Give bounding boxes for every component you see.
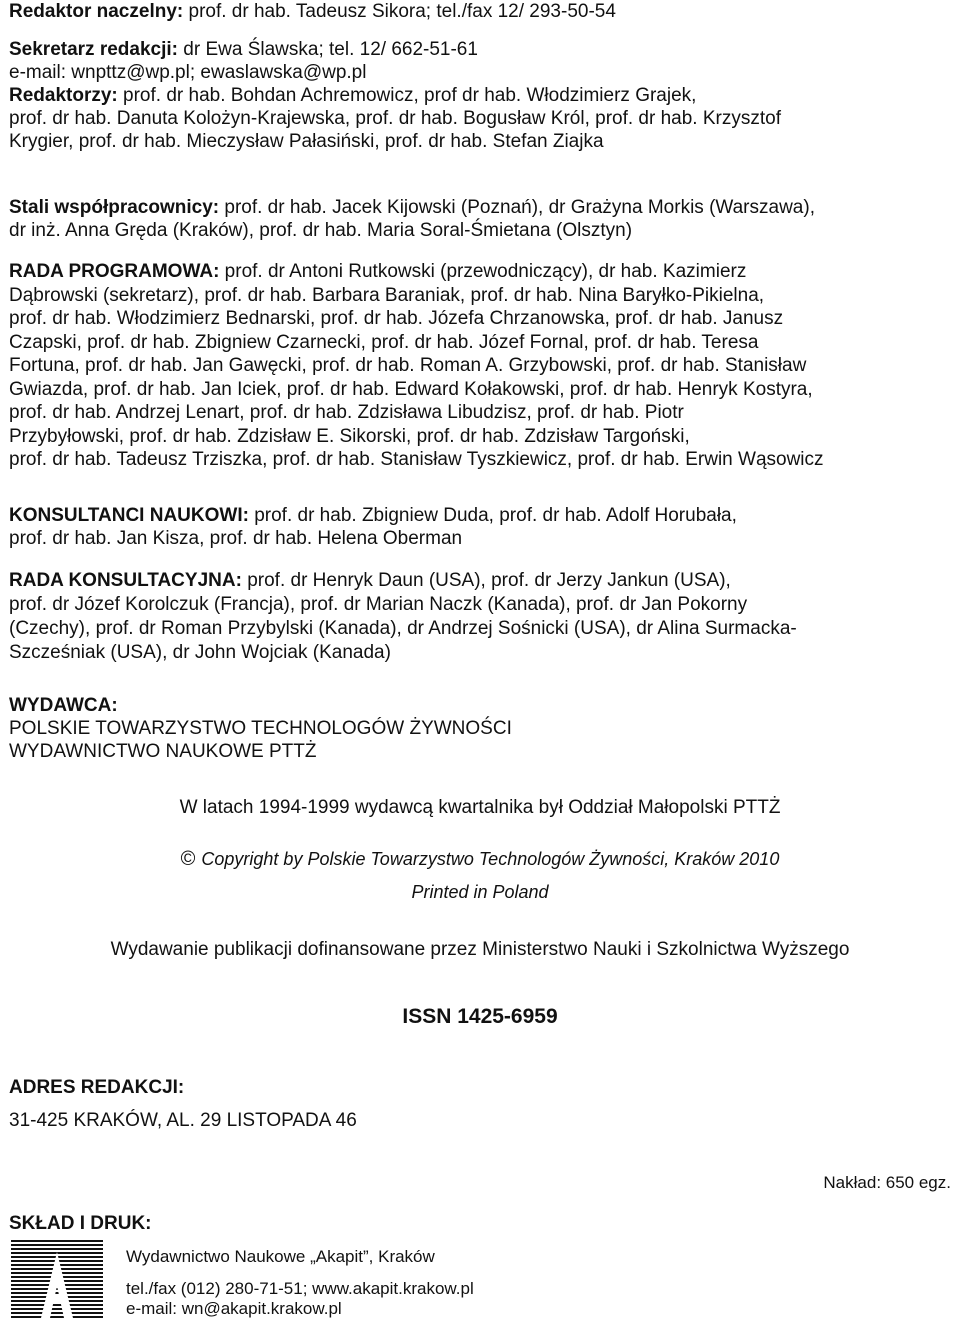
program-board-line: Przybyłowski, prof. dr hab. Zdzisław E. Sikorski, prof. dr hab. Zdzisław Targoński,	[9, 425, 690, 447]
program-board-block	[9, 260, 949, 472]
printed-in: Printed in Poland	[411, 882, 549, 902]
printing-contact: tel./fax (012) 280-71-51; www.akapit.krakow.pl	[126, 1279, 474, 1298]
history-note: W latach 1994-1999 wydawcą kwartalnika był Oddział Małopolski PTTŻ	[179, 797, 781, 818]
consult-board-block	[9, 569, 949, 665]
consult-board-line: prof. dr Henryk Daun (USA), prof. dr Jerzy Jankun (USA),	[241, 570, 731, 591]
secretary-value: dr Ewa Ślawska; tel. 12/ 662-51-61	[178, 39, 478, 60]
editors-line: prof. dr hab. Bohdan Achremowicz, prof dr hab. Włodzimierz Grajek,	[117, 85, 697, 106]
program-board-line: Czapski, prof. dr hab. Zbigniew Czarnecki, prof. dr hab. Józef Fornal, prof. dr hab. Teresa	[9, 331, 759, 353]
program-board-label: RADA PROGRAMOWA:	[9, 261, 220, 282]
collaborators-label: Stali współpracownicy:	[9, 197, 220, 218]
issn: ISSN 1425-6959	[402, 1005, 558, 1028]
funding-note: Wydawanie publikacji dofinansowane przez Ministerstwo Nauki i Szkolnictwa Wyższego	[110, 939, 850, 960]
copyright-line	[0, 848, 960, 871]
address-value: 31-425 KRAKÓW, AL. 29 LISTOPADA 46	[9, 1110, 357, 1131]
collaborators-block	[9, 196, 949, 242]
akapit-logo-icon	[11, 1240, 103, 1320]
program-board-line: Fortuna, prof. dr hab. Jan Gawęcki, prof. dr hab. Roman A. Grzybowski, prof. dr hab. Stanisław	[9, 355, 807, 376]
editors-line: Krygier, prof. dr hab. Mieczysław Pałasiński, prof. dr hab. Stefan Ziajka	[9, 131, 604, 152]
publisher-line: WYDAWNICTWO NAUKOWE PTTŻ	[9, 741, 317, 762]
consultants-line: prof. dr hab. Jan Kisza, prof. dr hab. Helena Oberman	[9, 528, 463, 549]
editors-line: prof. dr hab. Danuta Kolożyn-Krajewska, prof. dr hab. Bogusław Król, prof. dr hab. Krzysztof	[9, 108, 781, 129]
printing-email: e-mail: wn@akapit.krakow.pl	[126, 1299, 342, 1318]
consult-board-line: (Czechy), prof. dr Roman Przybylski (Kanada), dr Andrzej Sośnicki (USA), dr Alina Surmacka-	[9, 618, 797, 639]
collaborators-line: prof. dr hab. Jacek Kijowski (Poznań), dr Grażyna Morkis (Warszawa),	[219, 197, 815, 218]
consult-board-line: prof. dr Józef Korolczuk (Francja), prof. dr Marian Naczk (Kanada), prof. dr Jan Pokorny	[9, 594, 748, 615]
program-board-line: prof. dr Antoni Rutkowski (przewodniczący), dr hab. Kazimierz	[219, 261, 747, 282]
editor-in-chief	[9, 0, 949, 23]
editors-block	[9, 84, 949, 153]
copyright-text: Copyright by Polskie Towarzystwo Technologów Żywności, Kraków 2010	[201, 849, 780, 869]
editor-value: prof. dr hab. Tadeusz Sikora; tel./fax 12/ 293-50-54	[183, 1, 616, 22]
address-block	[9, 1076, 949, 1133]
program-board-line: Gwiazda, prof. dr hab. Jan Iciek, prof. dr hab. Edward Kołakowski, prof. dr hab. Henryk Kostyra,	[9, 378, 813, 400]
consultants-block	[9, 504, 949, 550]
copyright-icon: ©	[180, 848, 196, 870]
printing-label: SKŁAD I DRUK:	[9, 1213, 152, 1234]
secretary-label: Sekretarz redakcji:	[9, 39, 178, 60]
editor-label: Redaktor naczelny:	[9, 1, 184, 22]
consult-board-label: RADA KONSULTACYJNA:	[9, 570, 242, 591]
printing-name: Wydawnictwo Naukowe „Akapit”, Kraków	[126, 1247, 435, 1266]
editors-label: Redaktorzy:	[9, 85, 118, 106]
program-board-line: prof. dr hab. Andrzej Lenart, prof. dr hab. Zdzisława Libudzisz, prof. dr hab. Piotr	[9, 402, 684, 423]
publisher-label: WYDAWCA:	[9, 695, 118, 716]
program-board-line: Dąbrowski (sekretarz), prof. dr hab. Barbara Baraniak, prof. dr hab. Nina Baryłko-Pikielna,	[9, 284, 765, 306]
address-label: ADRES REDAKCJI:	[9, 1077, 185, 1098]
publisher-line: POLSKIE TOWARZYSTWO TECHNOLOGÓW ŻYWNOŚCI	[9, 718, 512, 739]
circulation: Nakład: 650 egz.	[823, 1173, 951, 1192]
consultants-line: prof. dr hab. Zbigniew Duda, prof. dr hab. Adolf Horubała,	[248, 505, 737, 526]
program-board-line: prof. dr hab. Włodzimierz Bednarski, prof. dr hab. Józefa Chrzanowska, prof. dr hab. Janusz	[9, 308, 784, 329]
publisher-block	[9, 694, 949, 763]
collaborators-line: dr inż. Anna Gręda (Kraków), prof. dr hab. Maria Soral-Śmietana (Olsztyn)	[9, 220, 633, 241]
consult-board-line: Szcześniak (USA), dr John Wojciak (Kanada)	[9, 642, 391, 663]
editorial-secretary	[9, 38, 949, 84]
program-board-line: prof. dr hab. Tadeusz Trziszka, prof. dr hab. Stanisław Tyszkiewicz, prof. dr hab. Erwin Wąsowicz	[9, 449, 824, 470]
consultants-label: KONSULTANCI NAUKOWI:	[9, 505, 249, 526]
secretary-email: e-mail: wnpttz@wp.pl; ewaslawska@wp.pl	[9, 62, 367, 83]
